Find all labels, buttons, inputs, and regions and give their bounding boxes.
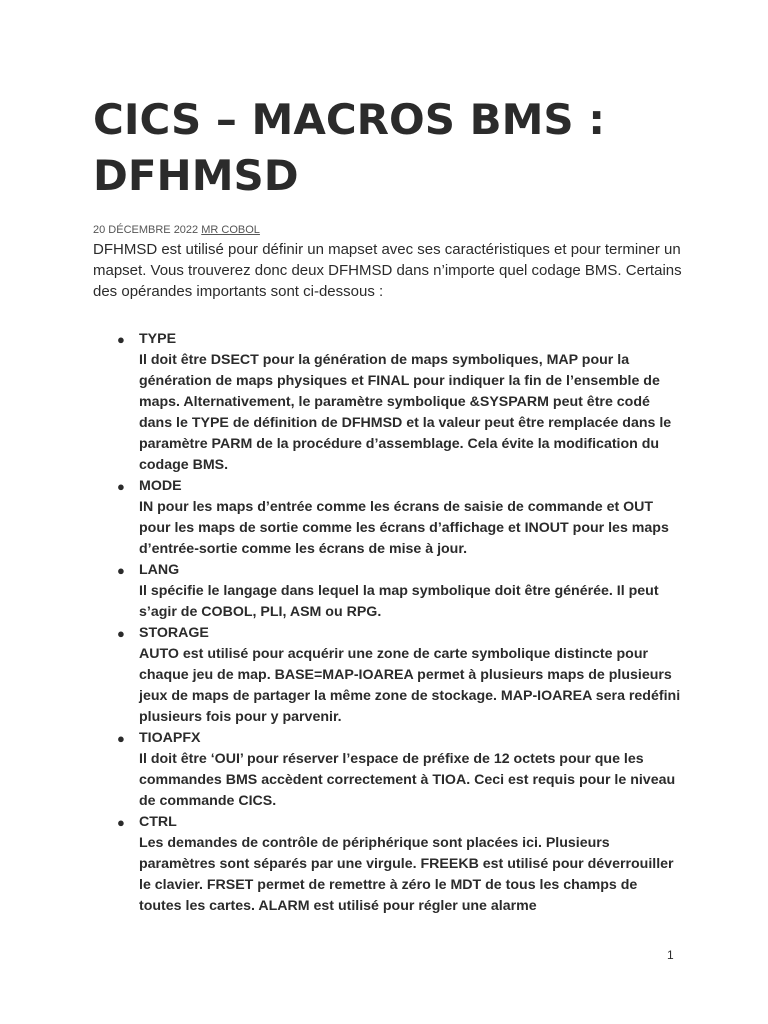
operand-description: Il doit être DSECT pour la génération de maps symboliques, MAP pour la génération de maps physiques et FINAL pour indiquer la fin de l’ensemble de maps. Alternativement, le paramètre symbolique &SYSPARM peut être codé dans le TYPE de définition de DFHMSD et la valeur peut être remplacée dans le paramètre PARM de la procédure d’assemblage. Cela évite la modification du codage BMS. xyxy=(139,352,672,473)
operand-list xyxy=(93,329,683,917)
list-item xyxy=(117,560,683,623)
operand-term: MODE xyxy=(139,478,182,494)
operand-description: Il doit être ‘OUI’ pour réserver l’espace de préfixe de 12 octets pour que les commandes BMS accèdent correctement à TIOA. Ceci est requis pour le niveau de commande CICS. xyxy=(139,751,676,809)
list-item xyxy=(117,623,683,728)
operand-term: CTRL xyxy=(139,814,177,830)
bullet-icon: ● xyxy=(117,332,125,347)
page-number: 1 xyxy=(667,948,674,962)
intro-paragraph: DFHMSD est utilisé pour définir un mapset avec ses caractéristiques et pour terminer un mapset. Vous trouverez donc deux DFHMSD dans n’importe quel codage BMS. Certains des opérandes importants sont ci-dessous : xyxy=(93,241,682,300)
operand-term: TIOAPFX xyxy=(139,730,201,746)
operand-description: AUTO est utilisé pour acquérir une zone de carte symbolique distincte pour chaque jeu de map. BASE=MAP-IOAREA permet à plusieurs maps de plusieurs jeux de maps de partager la même zone de stockage. MAP-IOAREA sera redéfini plusieurs fois pour y parvenir. xyxy=(139,646,681,725)
post-author-link[interactable]: MR COBOL xyxy=(201,224,260,236)
page-title: CICS – MACROS BMS : DFHMSD xyxy=(93,95,606,200)
bullet-icon: ● xyxy=(117,479,125,494)
operand-description: Il spécifie le langage dans lequel la map symbolique doit être générée. Il peut s’agir de COBOL, PLI, ASM ou RPG. xyxy=(139,583,659,620)
operand-term: LANG xyxy=(139,562,180,578)
bullet-icon: ● xyxy=(117,731,125,746)
bullet-icon: ● xyxy=(117,563,125,578)
operand-description: IN pour les maps d’entrée comme les écrans de saisie de commande et OUT pour les maps de sortie comme les écrans d’affichage et INOUT pour les maps d’entrée-sortie comme les écrans de mise à jour. xyxy=(139,499,669,557)
list-item xyxy=(117,329,683,476)
post-meta xyxy=(93,223,683,237)
operand-description: Les demandes de contrôle de périphérique sont placées ici. Plusieurs paramètres sont séparés par une virgule. FREEKB est utilisé pour déverrouiller le clavier. FRSET permet de remettre à zéro le MDT de tous les champs de toutes les cartes. ALARM est utilisé pour régler une alarme xyxy=(139,835,674,914)
bullet-icon: ● xyxy=(117,815,125,830)
list-item xyxy=(117,812,683,917)
bullet-icon: ● xyxy=(117,626,125,641)
list-item xyxy=(117,728,683,812)
list-item xyxy=(117,476,683,560)
operand-term: TYPE xyxy=(139,331,177,347)
document-page xyxy=(93,92,683,917)
operand-term: STORAGE xyxy=(139,625,209,641)
post-date: 20 DÉCEMBRE 2022 xyxy=(93,224,199,236)
